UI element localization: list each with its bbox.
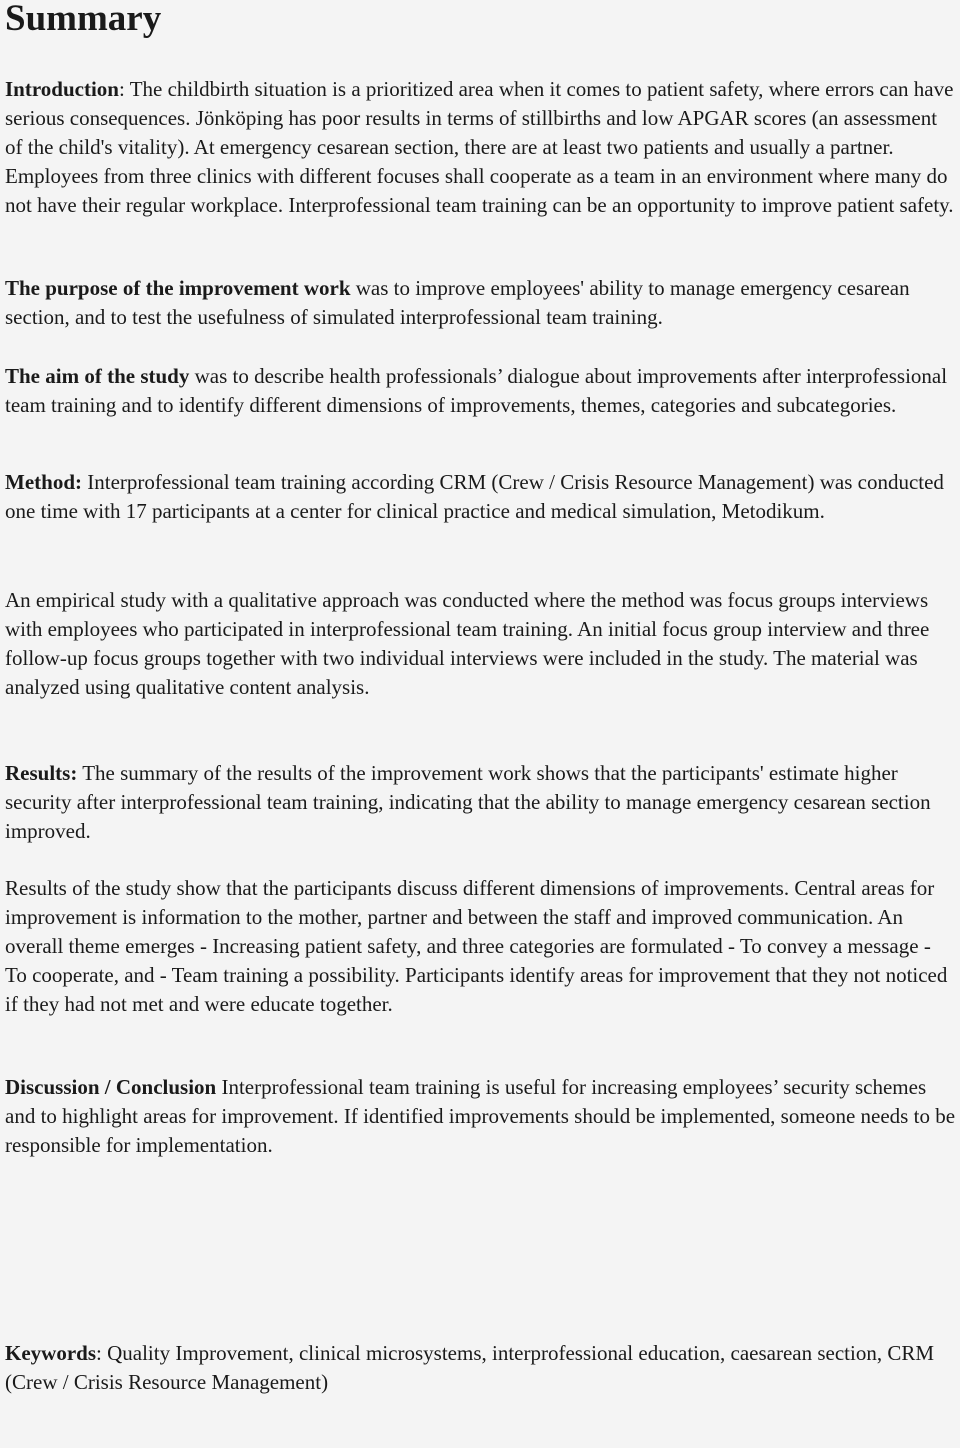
keywords-paragraph [5, 1339, 957, 1397]
introduction-heading: Introduction [5, 77, 119, 101]
method-paragraph [5, 468, 957, 526]
study-results-paragraph: Results of the study show that the participants discuss different dimensions of improvements. Central areas for improvement is information to the mother, partner and between the staff and improved communication. An overall theme emerges - Increasing patient safety, and three categories are formulated - To convey a message - To cooperate, and - Team training a possibility. Participants identify areas for improvement that they not noticed if they had not met and were educate together. [5, 876, 948, 1016]
aim-heading: The aim of the study [5, 364, 190, 388]
results-text: The summary of the results of the improvement work shows that the participants' estimate higher security after interprofessional team training, indicating that the ability to manage emergency cesarean section improved. [5, 761, 931, 843]
aim-paragraph [5, 362, 957, 420]
introduction-text: : The childbirth situation is a prioritized area when it comes to patient safety, where errors can have serious consequences. Jönköping has poor results in terms of stillbirths and low APGAR scores (an assessment of the child's vitality). At emergency cesarean section, there are at least two patients and usually a partner. Employees from three clinics with different focuses shall cooperate as a team in an environment where many do not have their regular workplace. Interprofessional team training can be an opportunity to improve patient safety. [5, 77, 954, 217]
keywords-text: : Quality Improvement, clinical microsystems, interprofessional education, caesarean section, CRM (Crew / Crisis Resource Management) [5, 1341, 935, 1394]
page-title: Summary [5, 0, 162, 39]
purpose-text: was to improve employees' ability to manage emergency cesarean section, and to test the usefulness of simulated interprofessional team training. [5, 276, 910, 329]
method-heading: Method: [5, 470, 82, 494]
introduction-paragraph [5, 75, 957, 220]
empirical-study-paragraph: An empirical study with a qualitative approach was conducted where the method was focus groups interviews with employees who participated in interprofessional team training. An initial focus group interview and three follow-up focus groups together with two individual interviews were included in the study. The material was analyzed using qualitative content analysis. [5, 588, 930, 699]
discussion-heading: Discussion / Conclusion [5, 1075, 217, 1099]
purpose-heading: The purpose of the improvement work [5, 276, 351, 300]
keywords-heading: Keywords [5, 1341, 96, 1365]
results-heading: Results: [5, 761, 78, 785]
aim-text: was to describe health professionals’ dialogue about improvements after interprofessional team training and to identify different dimensions of improvements, themes, categories and subcategories. [5, 364, 948, 417]
discussion-text: Interprofessional team training is useful for increasing employees’ security schemes and to highlight areas for improvement. If identified improvements should be implemented, someone needs to be responsible for implementation. [5, 1075, 956, 1157]
discussion-paragraph [5, 1073, 957, 1160]
results-paragraph [5, 759, 957, 846]
method-text: Interprofessional team training according CRM (Crew / Crisis Resource Management) was conducted one time with 17 participants at a center for clinical practice and medical simulation, Metodikum. [5, 470, 944, 523]
purpose-paragraph [5, 274, 957, 332]
